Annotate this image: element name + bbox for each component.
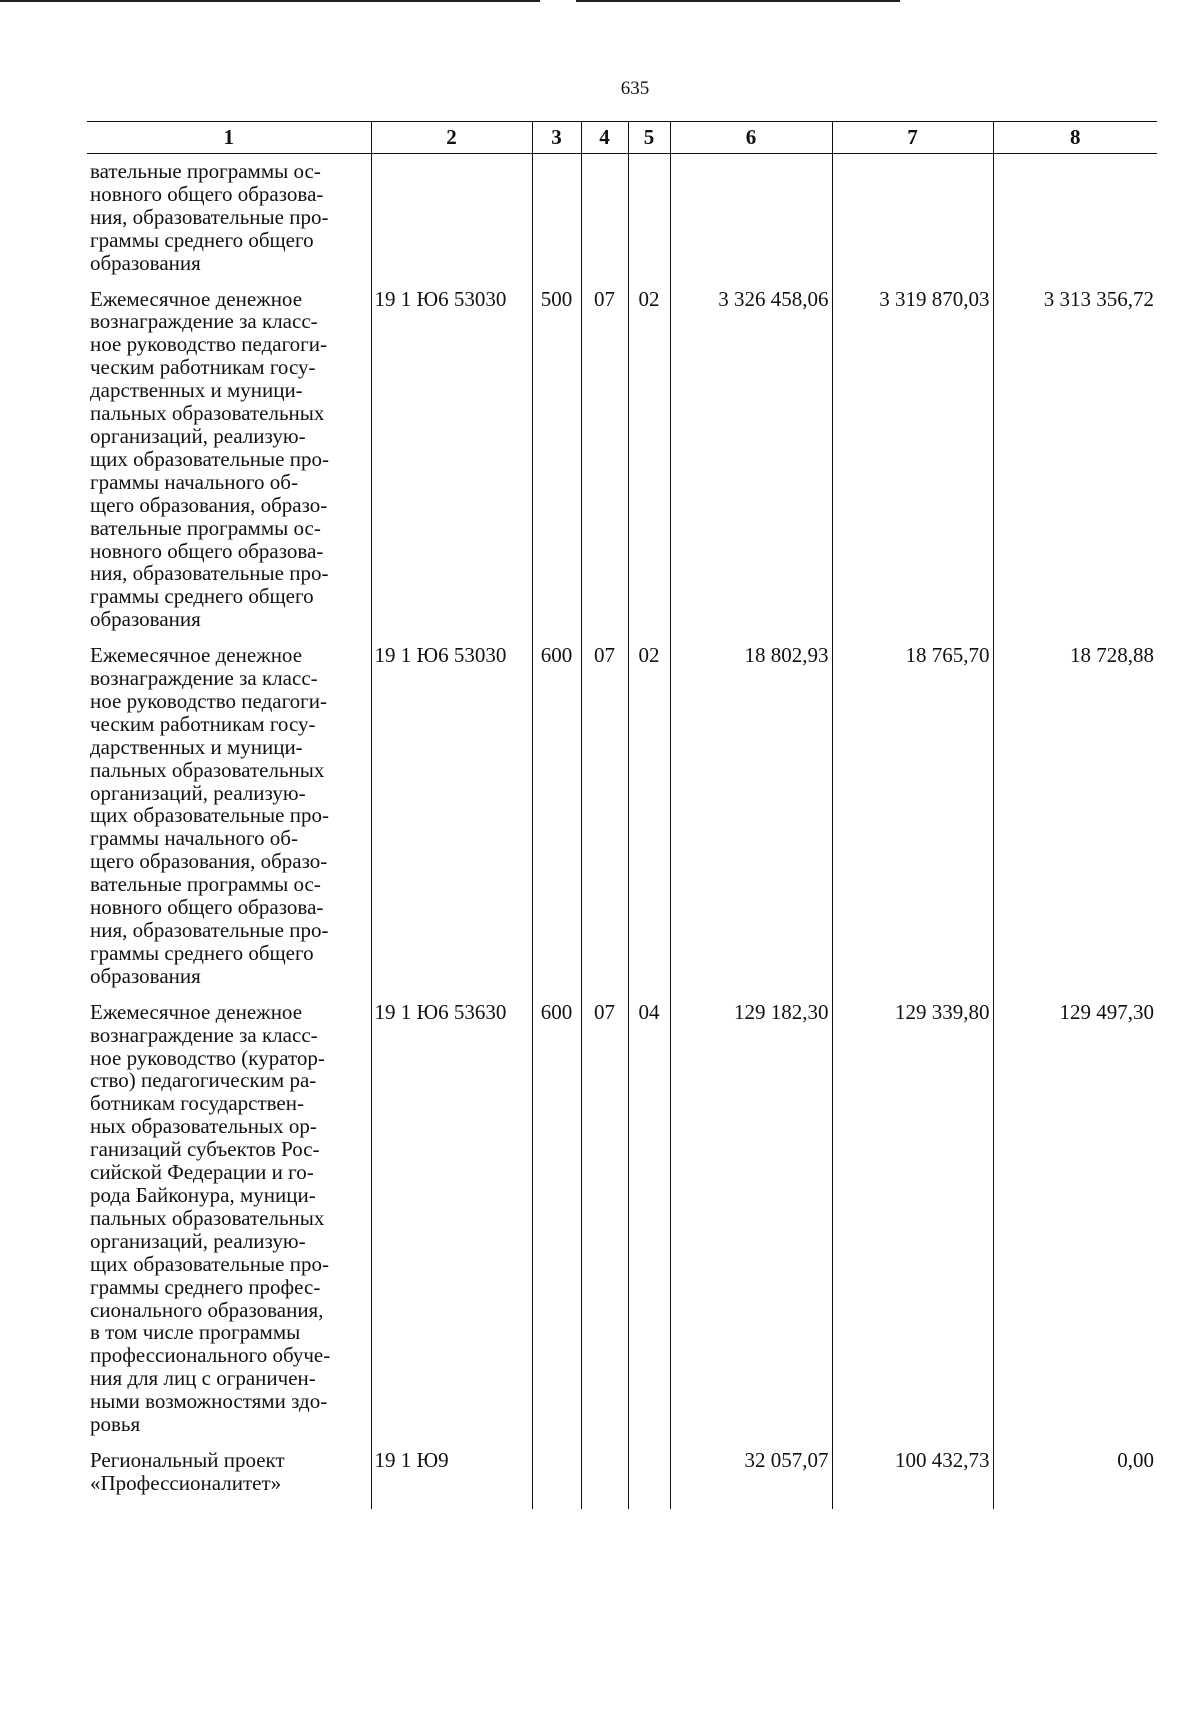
scan-top-border: [0, 0, 1200, 2]
header-col-4: 4: [581, 122, 628, 154]
header-col-8: 8: [993, 122, 1157, 154]
row-expense-type: 600: [532, 991, 581, 1439]
header-col-1: 1: [87, 122, 371, 154]
row-value-col7: 100 432,73: [832, 1439, 993, 1509]
table-row: [87, 991, 1157, 1439]
row-value-col7: [832, 154, 993, 278]
row-expense-type: [532, 154, 581, 278]
row-expense-type: 600: [532, 634, 581, 991]
row-value-col6: 129 182,30: [670, 991, 832, 1439]
table-row: [87, 154, 1157, 278]
row-value-col6: 18 802,93: [670, 634, 832, 991]
row-value-col8: 129 497,30: [993, 991, 1157, 1439]
row-expense-type: 500: [532, 278, 581, 635]
header-col-2: 2: [371, 122, 532, 154]
row-subsection: 02: [628, 634, 670, 991]
row-section: [581, 1439, 628, 1509]
row-subsection: [628, 1439, 670, 1509]
row-section: [581, 154, 628, 278]
row-section: 07: [581, 991, 628, 1439]
row-code: 19 1 Ю6 53030: [371, 634, 532, 991]
row-value-col7: 3 319 870,03: [832, 278, 993, 635]
page-number: 635: [620, 78, 650, 99]
table-row: [87, 1439, 1157, 1509]
row-value-col6: 3 326 458,06: [670, 278, 832, 635]
row-subsection: 04: [628, 991, 670, 1439]
row-value-col6: 32 057,07: [670, 1439, 832, 1509]
header-row: [87, 122, 1157, 154]
row-code: 19 1 Ю6 53030: [371, 278, 532, 635]
row-description: вательные программы ос- новного общего образова- ния, образовательные про- граммы среднего общего образования: [90, 159, 329, 275]
row-section: 07: [581, 278, 628, 635]
row-description: Ежемесячное денежное вознаграждение за класс- ное руководство педагоги- ческим работникам госу- дарственных и муници- пальных образовательных организаций, реализую- щих образовательные про- граммы начального об- щего образования, образо- вательные программы ос- новного общего образова- ния, образовательные про- граммы среднего общего образования: [90, 643, 329, 988]
row-value-col6: [670, 154, 832, 278]
budget-table-container: [87, 121, 1157, 1509]
row-value-col8: 3 313 356,72: [993, 278, 1157, 635]
row-code: 19 1 Ю6 53630: [371, 991, 532, 1439]
row-section: 07: [581, 634, 628, 991]
row-value-col7: 18 765,70: [832, 634, 993, 991]
budget-table: [87, 122, 1157, 1509]
header-col-3: 3: [532, 122, 581, 154]
row-code: 19 1 Ю9: [371, 1439, 532, 1509]
row-description: Ежемесячное денежное вознаграждение за класс- ное руководство (куратор- ство) педагогическим ра- ботникам государствен- ных образовательных ор- ганизаций субъектов Рос- сийской Федерации и го- рода Байконура, муници- пальных образовательных организаций, реализую- щих образовательные про- граммы среднего профес- сионального образования, в том числе программы профессионального обуче- ния для лиц с ограничен- ными возможностями здо- ровья: [90, 999, 331, 1437]
row-description: Ежемесячное денежное вознаграждение за класс- ное руководство педагоги- ческим работникам госу- дарственных и муници- пальных образовательных организаций, реализую- щих образовательные про- граммы начального об- щего образования, образо- вательные программы ос- новного общего образова- ния, образовательные про- граммы среднего общего образования: [90, 286, 329, 632]
row-value-col8: 18 728,88: [993, 634, 1157, 991]
row-value-col7: 129 339,80: [832, 991, 993, 1439]
table-row: [87, 278, 1157, 635]
row-code: [371, 154, 532, 278]
row-value-col8: 0,00: [993, 1439, 1157, 1509]
table-row: [87, 634, 1157, 991]
header-col-7: 7: [832, 122, 993, 154]
header-col-6: 6: [670, 122, 832, 154]
row-subsection: 02: [628, 278, 670, 635]
row-subsection: [628, 154, 670, 278]
row-description: Региональный проект «Профессионалитет»: [90, 1447, 285, 1495]
header-col-5: 5: [628, 122, 670, 154]
row-expense-type: [532, 1439, 581, 1509]
row-value-col8: [993, 154, 1157, 278]
